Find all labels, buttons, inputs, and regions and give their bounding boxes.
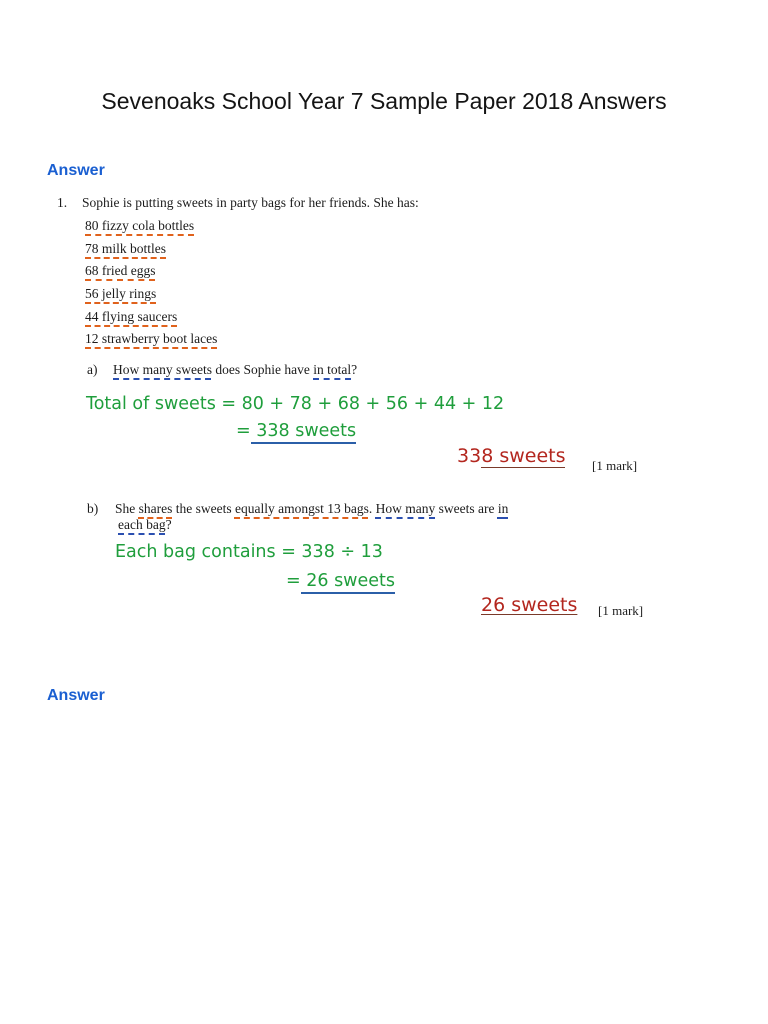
list-item: 68 fried eggs <box>85 263 156 278</box>
part-b-working-line: Each bag contains = 338 ÷ 13 <box>115 542 383 562</box>
answer-heading-2: Answer <box>47 687 105 704</box>
equals-sign: = <box>286 571 301 591</box>
part-b-question-highlight: shares <box>138 501 173 516</box>
part-a-mark: [1 mark] <box>592 458 638 473</box>
list-item: 44 flying saucers <box>85 309 178 324</box>
question-intro: Sophie is putting sweets in party bags for her friends. She has: <box>82 195 419 210</box>
part-a-question-text: does Sophie have <box>211 362 314 377</box>
part-a-question-text: ? <box>351 362 358 377</box>
part-b-question-highlight: in <box>497 501 509 516</box>
part-b-question-line2 <box>118 517 172 533</box>
part-b-question-text: the sweets <box>172 501 235 516</box>
part-a-question <box>113 362 357 378</box>
list-item: 56 jelly rings <box>85 286 157 301</box>
part-a-working-result <box>236 421 356 441</box>
part-b-question-highlight: each bag <box>118 517 166 532</box>
equals-sign: = <box>236 421 251 441</box>
answer-heading: Answer <box>47 162 105 179</box>
part-b-final-answer: 26 sweets <box>481 594 578 616</box>
part-a-result: 338 sweets <box>251 421 356 444</box>
part-b-question-text: ? <box>165 517 172 532</box>
part-b-working-result <box>286 571 395 591</box>
part-a-label: a) <box>87 362 98 377</box>
part-a-question-highlight: in total <box>313 362 352 377</box>
final-answer-prefix: 33 <box>457 445 482 467</box>
part-b-result: 26 sweets <box>301 571 395 594</box>
question-number: 1. <box>57 195 68 210</box>
part-b-question-line1 <box>115 501 508 517</box>
part-a-working-line: Total of sweets = 80 + 78 + 68 + 56 + 44 + 12 <box>86 394 505 414</box>
list-item: 80 fizzy cola bottles <box>85 218 195 233</box>
part-a-question-highlight: How many sweets <box>113 362 212 377</box>
part-a-final-answer <box>457 445 565 467</box>
list-item: 78 milk bottles <box>85 241 166 256</box>
part-b-question-text: . <box>368 501 376 516</box>
page-title: Sevenoaks School Year 7 Sample Paper 2018 Answers <box>101 88 667 114</box>
part-b-mark: [1 mark] <box>598 603 644 618</box>
list-item: 12 strawberry boot laces <box>85 331 218 346</box>
part-b-question-text: sweets are <box>435 501 498 516</box>
part-b-question-highlight: equally amongst 13 bags <box>234 501 369 516</box>
part-b-question-text: She <box>115 501 139 516</box>
part-b-label: b) <box>87 501 99 516</box>
part-b-question-highlight: How many <box>375 501 436 516</box>
final-answer-underlined: 8 sweets <box>481 445 566 467</box>
